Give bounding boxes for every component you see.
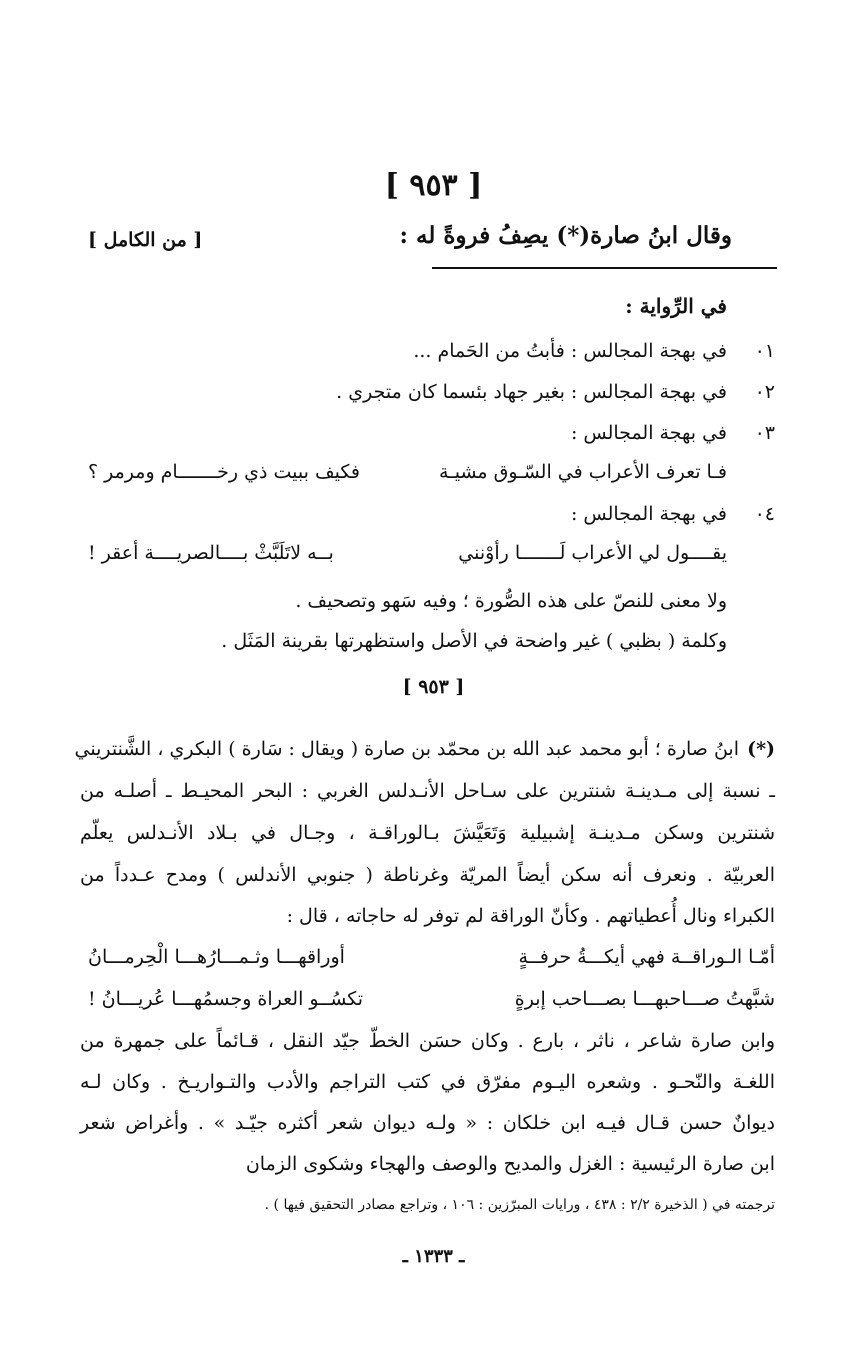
note-number: ٠٣ — [754, 422, 775, 444]
variants-heading: في الرِّواية : — [625, 294, 727, 318]
verse-hemistich-right: فـا تعرف الأعراب في السّـوق مشيـة — [438, 461, 727, 483]
bio-line: اللغـة والنّحـو . وشعره اليـوم مفرّق في كتب التراجم والأدب والتـواريـخ . وكان لـه — [80, 1071, 775, 1093]
bio-line: العربيّة . ونعرف أنه سكن أيضاً المريّة وغرناطة ( جنوبي الأندلس ) ومدح عـدداً من — [80, 864, 775, 886]
bio-line: ابنُ صارة ؛ أبو محمد عبد الله بن محمّد بن صارة ( ويقال : سَارة ) البكري ، الشَّنتريني — [74, 738, 739, 760]
footnote-marker: (*) — [747, 738, 775, 760]
editor-remark: وكلمة ( بظبي ) غير واضحة في الأصل واستظهرتها بقرينة المَثَل . — [221, 630, 727, 652]
note-text: في بهجة المجالس : — [570, 503, 727, 525]
page-number: ـ ١٣٣٣ ـ — [402, 1246, 465, 1267]
note-text: في بهجة المجالس : فأبتُ من الحَمام ... — [413, 340, 727, 362]
verse-hemistich-right: شبَّهتُ صـــاحبهـــا بصـــاحب إبرةٍ — [514, 988, 775, 1010]
verse-hemistich-left: أوراقهـــا وثـمـــارُهـــا الْحِرمـــانُ — [88, 946, 345, 968]
verse-hemistich-left: تكسُــو العراة وجسمُهـــا عُريـــانُ ! — [88, 988, 364, 1010]
bio-line: ابن صارة الرئيسية : الغزل والمديح والوصف والهجاء وشكوى الزمان — [245, 1153, 775, 1175]
bio-line: وابن صارة شاعر ، ناثر ، بارع . وكان حسَن الخطّ جيّد النقل ، قـائماً على جمهرة من — [80, 1030, 775, 1052]
note-number: ٠٢ — [754, 381, 775, 403]
verse-hemistich-right: يقــــول لي الأعراب لَـــــــا رأوْنني — [458, 542, 727, 564]
bio-line: ديوانٌ حسن قـال فيـه ابن خلكان : « ولـه ديوان شعر أكثره جيّـد » . وأغراض شعر — [80, 1112, 775, 1134]
note-number: ٠١ — [754, 340, 775, 362]
note-text: في بهجة المجالس : — [570, 422, 727, 444]
verse-hemistich-left: فكيف ببيت ذي رخـــــــام ومرمر ؟ — [88, 461, 360, 483]
editor-remark: ولا معنى للنصّ على هذه الصُّورة ؛ وفيه سَهو وتصحيف . — [295, 590, 727, 612]
poem-number-divider: [ ٩٥٣ ] — [402, 676, 465, 698]
poem-number-heading: [ ٩٥٣ ] — [384, 168, 483, 203]
note-text: في بهجة المجالس : بغير جهاد بئسما كان متجري . — [336, 381, 727, 403]
bio-reference: ترجمته في ( الذخيرة ٢/٢ : ٤٣٨ ، ورايات المبرّزين : ١٠٦ ، وتراجع مصادر التحقيق فيها ) . — [264, 1197, 775, 1213]
note-number: ٠٤ — [754, 503, 775, 525]
verse-hemistich-left: بــه لاتَلَبَّثْ بــــالصريــــة أعقر ! — [88, 542, 334, 564]
verse-hemistich-right: أمّـا الـوراقــة فهي أيكـــةُ حرفــةٍ — [518, 946, 775, 968]
bio-line: الكبراء ونال أُعطياتهم . وكأنّ الوراقة لم توفر له حاجاته ، قال : — [286, 905, 775, 927]
meter-label: [ من الكامل ] — [88, 229, 203, 251]
bio-line: شنترين وسكن مـدينـة إشبيلية وَتَعَيَّشَ بـالوراقـة ، وجـال في بـلاد الأنـدلس يعلّم — [80, 822, 775, 844]
bio-line: ـ نسبة إلى مـدينـة شنترين على سـاحل الأنـدلس الغربي : البحر المحيـط ـ أصلـه من — [80, 780, 775, 802]
poem-title: وقال ابنُ صارة(*) يصِفُ فروةً له : — [399, 222, 732, 249]
title-underline — [432, 267, 777, 269]
